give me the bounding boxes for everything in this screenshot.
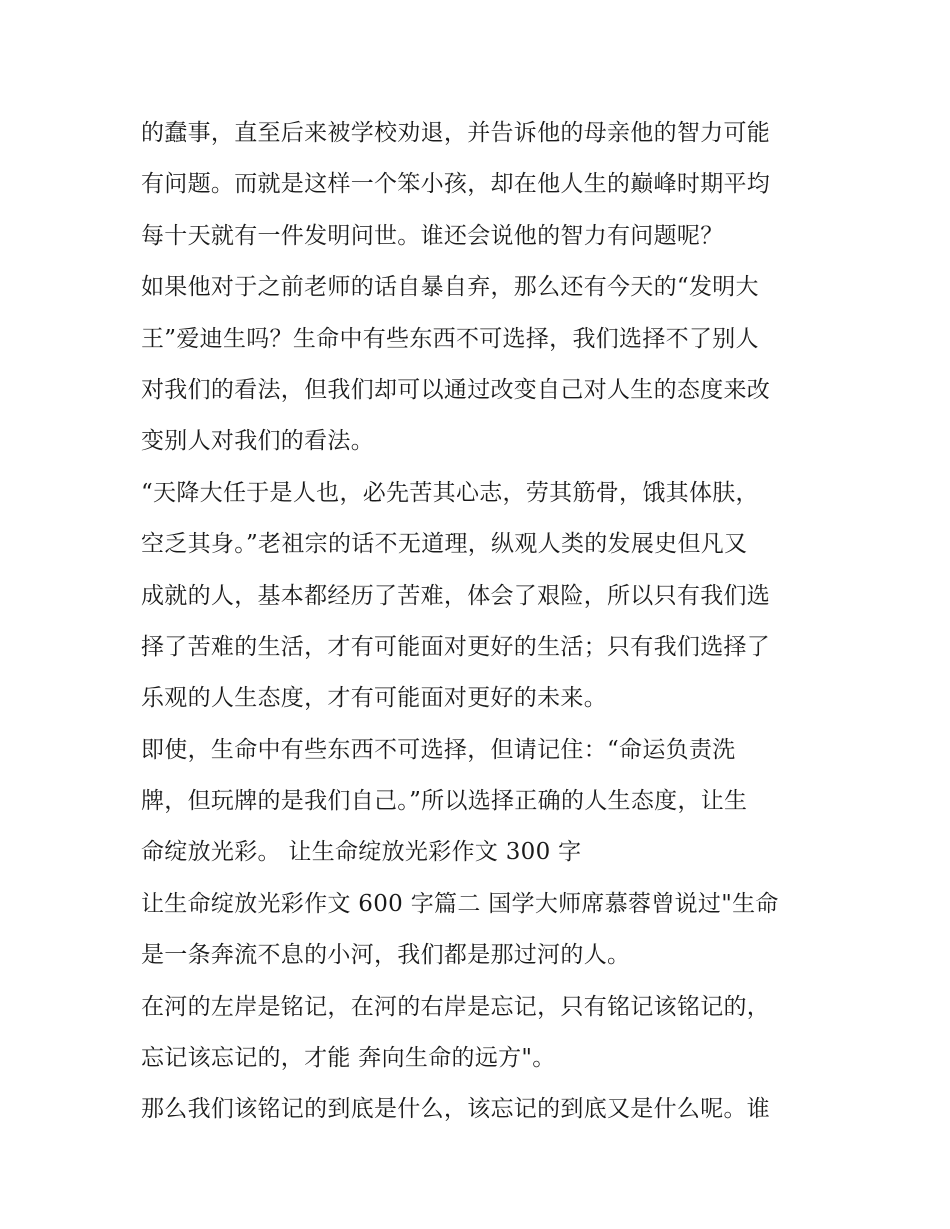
text-line-15: 命绽放光彩。 让生命绽放光彩作文 300 字 [141,839,582,866]
body-text [141,108,831,1136]
text-line-2: 有问题。而就是这样一个笨小孩，却在他人生的巅峰时期平均 [141,171,771,198]
text-line-16: 让生命绽放光彩作文 600 字篇二 国学大师席慕蓉曾说过"生命 [141,890,779,917]
text-line-8: “天降大任于是人也，必先苦其心志，劳其筋骨，饿其体肤， [141,479,759,506]
text-line-19: 忘记该忘记的，才能 奔向生命的远方"。 [141,1045,556,1072]
text-line-1: 的蠢事，直至后来被学校劝退，并告诉他的母亲他的智力可能 [141,120,771,146]
text-line-13: 即使，生命中有些东西不可选择，但请记住：“命运负责洗 [141,736,736,763]
text-line-9: 空乏其身。”老祖宗的话不无道理，纵观人类的发展史但凡又 [141,531,748,558]
text-line-4: 如果他对于之前老师的话自暴自弃，那么还有今天的“发明大 [141,274,759,301]
text-line-20: 那么我们该铭记的到底是什么，该忘记的到底又是什么呢。谁 [141,1096,771,1123]
text-line-6: 对我们的看法，但我们却可以通过改变自己对人生的态度来改 [141,376,771,403]
text-line-5: 王”爱迪生吗？生命中有些东西不可选择，我们选择不了别人 [141,325,759,352]
text-line-14: 牌，但玩牌的是我们自己。”所以选择正确的人生态度，让生 [141,788,748,815]
text-line-7: 变别人对我们的看法。 [141,428,374,455]
text-line-12: 乐观的人生态度，才有可能面对更好的未来。 [141,685,607,712]
text-line-3: 每十天就有一件发明问世。谁还会说他的智力有问题呢？ [141,222,724,249]
text-line-18: 在河的左岸是铭记，在河的右岸是忘记，只有铭记该铭记的， [141,993,771,1020]
text-line-17: 是一条奔流不息的小河，我们都是那过河的人。 [141,942,631,969]
text-line-10: 成就的人，基本都经历了苦难，体会了艰险，所以只有我们选 [141,582,771,609]
text-line-11: 择了苦难的生活，才有可能面对更好的生活；只有我们选择了 [141,633,771,660]
